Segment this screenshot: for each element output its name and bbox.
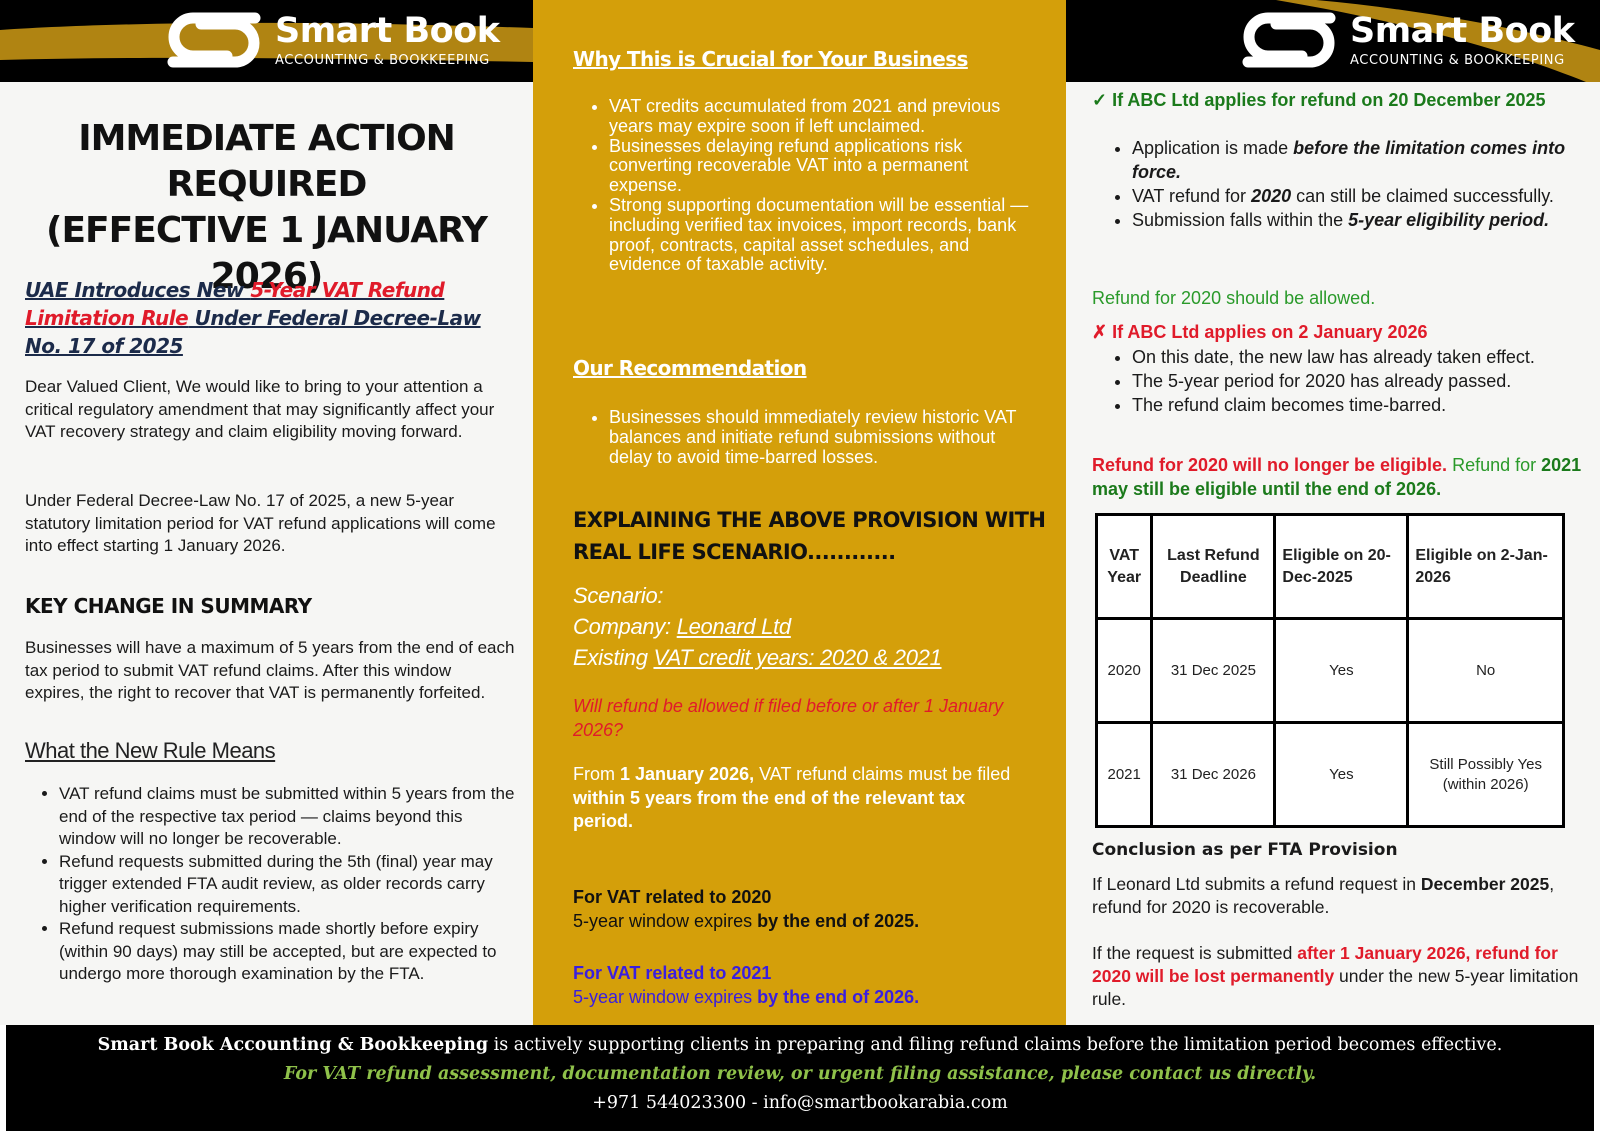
table-cell: 31 Dec 2026 bbox=[1152, 723, 1275, 827]
scenario-years bbox=[573, 642, 942, 673]
table-cell: No bbox=[1408, 619, 1564, 723]
right-panel bbox=[1066, 0, 1600, 1025]
recommendation-list bbox=[573, 408, 1033, 467]
eligibility-table bbox=[1095, 513, 1565, 828]
rule-heading: What the New Rule Means bbox=[25, 738, 276, 763]
conclusion-paragraph-1 bbox=[1092, 873, 1582, 919]
intro-paragraph-2: Under Federal Decree-Law No. 17 of 2025, a new 5-year statutory limitation period for VAT refund applications will come into effect starting 1 January 2026. bbox=[25, 491, 496, 555]
brand-name: Smart Book bbox=[275, 11, 500, 51]
table-header: Last Refund Deadline bbox=[1152, 515, 1275, 619]
list-item: • On this date, the new law has already taken effect. bbox=[1132, 345, 1572, 369]
page-headline bbox=[10, 116, 523, 300]
table-header: Eligible on 20-Dec-2025 bbox=[1275, 515, 1408, 619]
case2-heading: ✗ If ABC Ltd applies on 2 January 2026 bbox=[1092, 322, 1428, 342]
smart-book-logo-icon bbox=[1242, 12, 1336, 68]
conclusion-paragraph-2 bbox=[1092, 942, 1582, 1011]
scenario-company bbox=[573, 611, 942, 642]
rule-text-date: 1 January 2026, bbox=[620, 764, 755, 784]
table-header: Eligible on 2-Jan-2026 bbox=[1408, 515, 1564, 619]
rule-text-a: From bbox=[573, 764, 620, 784]
case2-result-eligible: 2021 may still be eligible until the end of 2026. bbox=[1092, 455, 1582, 499]
rule-explanation bbox=[573, 763, 1023, 834]
key-change-text: Businesses will have a maximum of 5 years from the end of each tax period to submit VAT refund claims. After this window expires, the right to recover that VAT is permanently forfeited. bbox=[25, 638, 515, 702]
scenario-block bbox=[573, 580, 942, 673]
crucial-list bbox=[573, 97, 1033, 275]
footer-line-2: For VAT refund assessment, documentation review, or urgent filing assistance, please contact us directly. bbox=[283, 1064, 1317, 1084]
brand-lockup bbox=[167, 12, 500, 68]
scenario-label: Scenario: bbox=[573, 583, 664, 608]
conclusion1-text: If Leonard Ltd submits a refund request in bbox=[1092, 874, 1421, 894]
list-item: • VAT credits accumulated from 2021 and previous years may expire soon if left unclaimed. bbox=[609, 97, 1033, 137]
list-item: • The refund claim becomes time-barred. bbox=[1132, 393, 1572, 417]
table-cell: 2020 bbox=[1097, 619, 1152, 723]
company-label: Company: bbox=[573, 614, 677, 639]
conclusion-heading: Conclusion as per FTA Provision bbox=[1092, 840, 1398, 860]
brand-tagline: ACCOUNTING & BOOKKEEPING bbox=[275, 53, 490, 68]
conclusion2-text: If the request is submitted bbox=[1092, 943, 1298, 963]
scenario-heading: EXPLAINING THE ABOVE PROVISION WITH REAL LIFE SCENARIO............ bbox=[573, 508, 1046, 564]
brand-banner-left bbox=[0, 0, 533, 82]
rule-text-c: VAT refund claims must be filed bbox=[754, 764, 1011, 784]
company-name: Leonard Ltd bbox=[676, 614, 791, 639]
vat-2020-block bbox=[573, 885, 1033, 933]
brand-name: Smart Book bbox=[1350, 11, 1575, 51]
sub-headline-part-3: Under Federal Decree-Law No. 17 of 2025 bbox=[25, 306, 481, 358]
case1-result: Refund for 2020 should be allowed. bbox=[1092, 288, 1376, 308]
case1-heading: ✓ If ABC Ltd applies for refund on 20 December 2025 bbox=[1092, 90, 1546, 110]
key-change-heading: KEY CHANGE IN SUMMARY bbox=[25, 594, 312, 618]
conclusion2-warning: after 1 January 2026, refund for 2020 will be lost permanently bbox=[1092, 943, 1558, 986]
footer-contact[interactable]: +971 544023300 - info@smartbookarabia.com bbox=[592, 1093, 1008, 1113]
vat-2020-deadline: by the end of 2025. bbox=[757, 911, 920, 931]
smart-book-logo-icon bbox=[167, 12, 261, 68]
recommendation-heading: Our Recommendation bbox=[573, 356, 807, 380]
brand-banner-right bbox=[1066, 0, 1600, 82]
footer-contact-bar bbox=[6, 1025, 1594, 1131]
case1-item-text: Application is made bbox=[1132, 138, 1294, 158]
table-cell: Yes bbox=[1275, 619, 1408, 723]
case1-item-text: Submission falls within the bbox=[1132, 210, 1349, 230]
scenario-question: Will refund be allowed if filed before or after 1 January 2026? bbox=[573, 696, 1004, 740]
list-item: • VAT refund claims must be submitted within 5 years from the end of the respective tax period — claims beyond this window will no longer be recoverable. bbox=[59, 783, 520, 851]
footer-statement: is actively supporting clients in preparing and filing refund claims before the limitation period becomes effective. bbox=[488, 1035, 1503, 1055]
footer-company: Smart Book Accounting & Bookkeeping bbox=[97, 1035, 489, 1055]
list-item: • Refund request submissions made shortly before expiry (within 90 days) may still be accepted, but are expected to undergo more thorough examination by the FTA. bbox=[59, 918, 520, 986]
vat-2020-title: For VAT related to 2020 bbox=[573, 887, 772, 907]
conclusion2-text: under the new 5-year limitation rule. bbox=[1092, 966, 1579, 1009]
case1-item-emphasis: 5-year eligibility period. bbox=[1348, 210, 1550, 230]
years-value: VAT credit years: 2020 & 2021 bbox=[653, 645, 942, 670]
table-row bbox=[1097, 619, 1564, 723]
footer-line-1 bbox=[6, 1035, 1594, 1055]
case1-item-text: VAT refund for bbox=[1132, 186, 1252, 206]
vat-2021-text: 5-year window expires bbox=[573, 987, 758, 1007]
middle-panel bbox=[533, 0, 1066, 1025]
table-row bbox=[1097, 723, 1564, 827]
rule-text-window: within 5 years from the end of the relevant tax period. bbox=[573, 787, 966, 831]
sub-headline-part-1: UAE Introduces New bbox=[25, 278, 251, 302]
list-item: • Refund requests submitted during the 5th (final) year may trigger extended FTA audit review, as older records carry higher verification requirements. bbox=[59, 851, 520, 919]
brand-lockup bbox=[1242, 12, 1575, 68]
sub-headline-highlight: 5-Year VAT Refund Limitation Rule bbox=[25, 278, 445, 330]
table-header-row bbox=[1097, 515, 1564, 619]
brand-tagline: ACCOUNTING & BOOKKEEPING bbox=[1350, 53, 1565, 68]
case2-result-connector: Refund for bbox=[1447, 455, 1542, 475]
headline-line-2: REQUIRED bbox=[166, 164, 367, 205]
list-item bbox=[1132, 136, 1572, 184]
vat-2021-block bbox=[573, 961, 1033, 1009]
list-item: • Strong supporting documentation will be essential — including verified tax invoices, import records, bank proof, contracts, capital asset schedules, and evidence of taxable activity. bbox=[609, 196, 1033, 275]
case1-item-text: can still be claimed successfully. bbox=[1291, 186, 1554, 206]
sub-headline bbox=[25, 276, 515, 360]
table-header: VAT Year bbox=[1097, 515, 1152, 619]
conclusion1-date: December 2025 bbox=[1420, 874, 1550, 894]
list-item: • Businesses should immediately review historic VAT balances and initiate refund submissions without delay to avoid time-barred losses. bbox=[609, 408, 1033, 467]
list-item: • Businesses delaying refund applications risk converting recoverable VAT into a permanent expense. bbox=[609, 137, 1033, 196]
vat-2021-deadline: by the end of 2026. bbox=[757, 987, 920, 1007]
table-cell: 2021 bbox=[1097, 723, 1152, 827]
list-item: • The 5-year period for 2020 has already passed. bbox=[1132, 369, 1572, 393]
list-item bbox=[1132, 208, 1572, 232]
vat-2021-title: For VAT related to 2021 bbox=[573, 963, 772, 983]
table-cell: Yes bbox=[1275, 723, 1408, 827]
list-item bbox=[1132, 184, 1572, 208]
case2-list bbox=[1092, 345, 1572, 417]
vat-2020-text: 5-year window expires bbox=[573, 911, 758, 931]
case2-result bbox=[1092, 453, 1592, 501]
conclusion1-text: , refund for 2020 is recoverable. bbox=[1092, 874, 1555, 917]
left-panel bbox=[0, 0, 533, 1025]
table-cell: 31 Dec 2025 bbox=[1152, 619, 1275, 723]
headline-line-3: (EFFECTIVE 1 JANUARY 2026) bbox=[46, 210, 487, 297]
case1-list bbox=[1092, 136, 1572, 232]
rule-list bbox=[25, 783, 520, 986]
case1-item-emphasis: 2020 bbox=[1251, 186, 1292, 206]
crucial-heading: Why This is Crucial for Your Business bbox=[573, 47, 968, 71]
case2-result-ineligible: Refund for 2020 will no longer be eligible. bbox=[1092, 455, 1448, 475]
years-label: Existing bbox=[573, 645, 654, 670]
intro-paragraph: Dear Valued Client, We would like to bring to your attention a critical regulatory amendment that may significantly affect your VAT recovery strategy and claim eligibility moving forward. bbox=[25, 377, 495, 441]
table-cell: Still Possibly Yes (within 2026) bbox=[1408, 723, 1564, 827]
case1-item-emphasis: before the limitation comes into force. bbox=[1132, 138, 1566, 182]
headline-line-1: IMMEDIATE ACTION bbox=[78, 118, 455, 159]
